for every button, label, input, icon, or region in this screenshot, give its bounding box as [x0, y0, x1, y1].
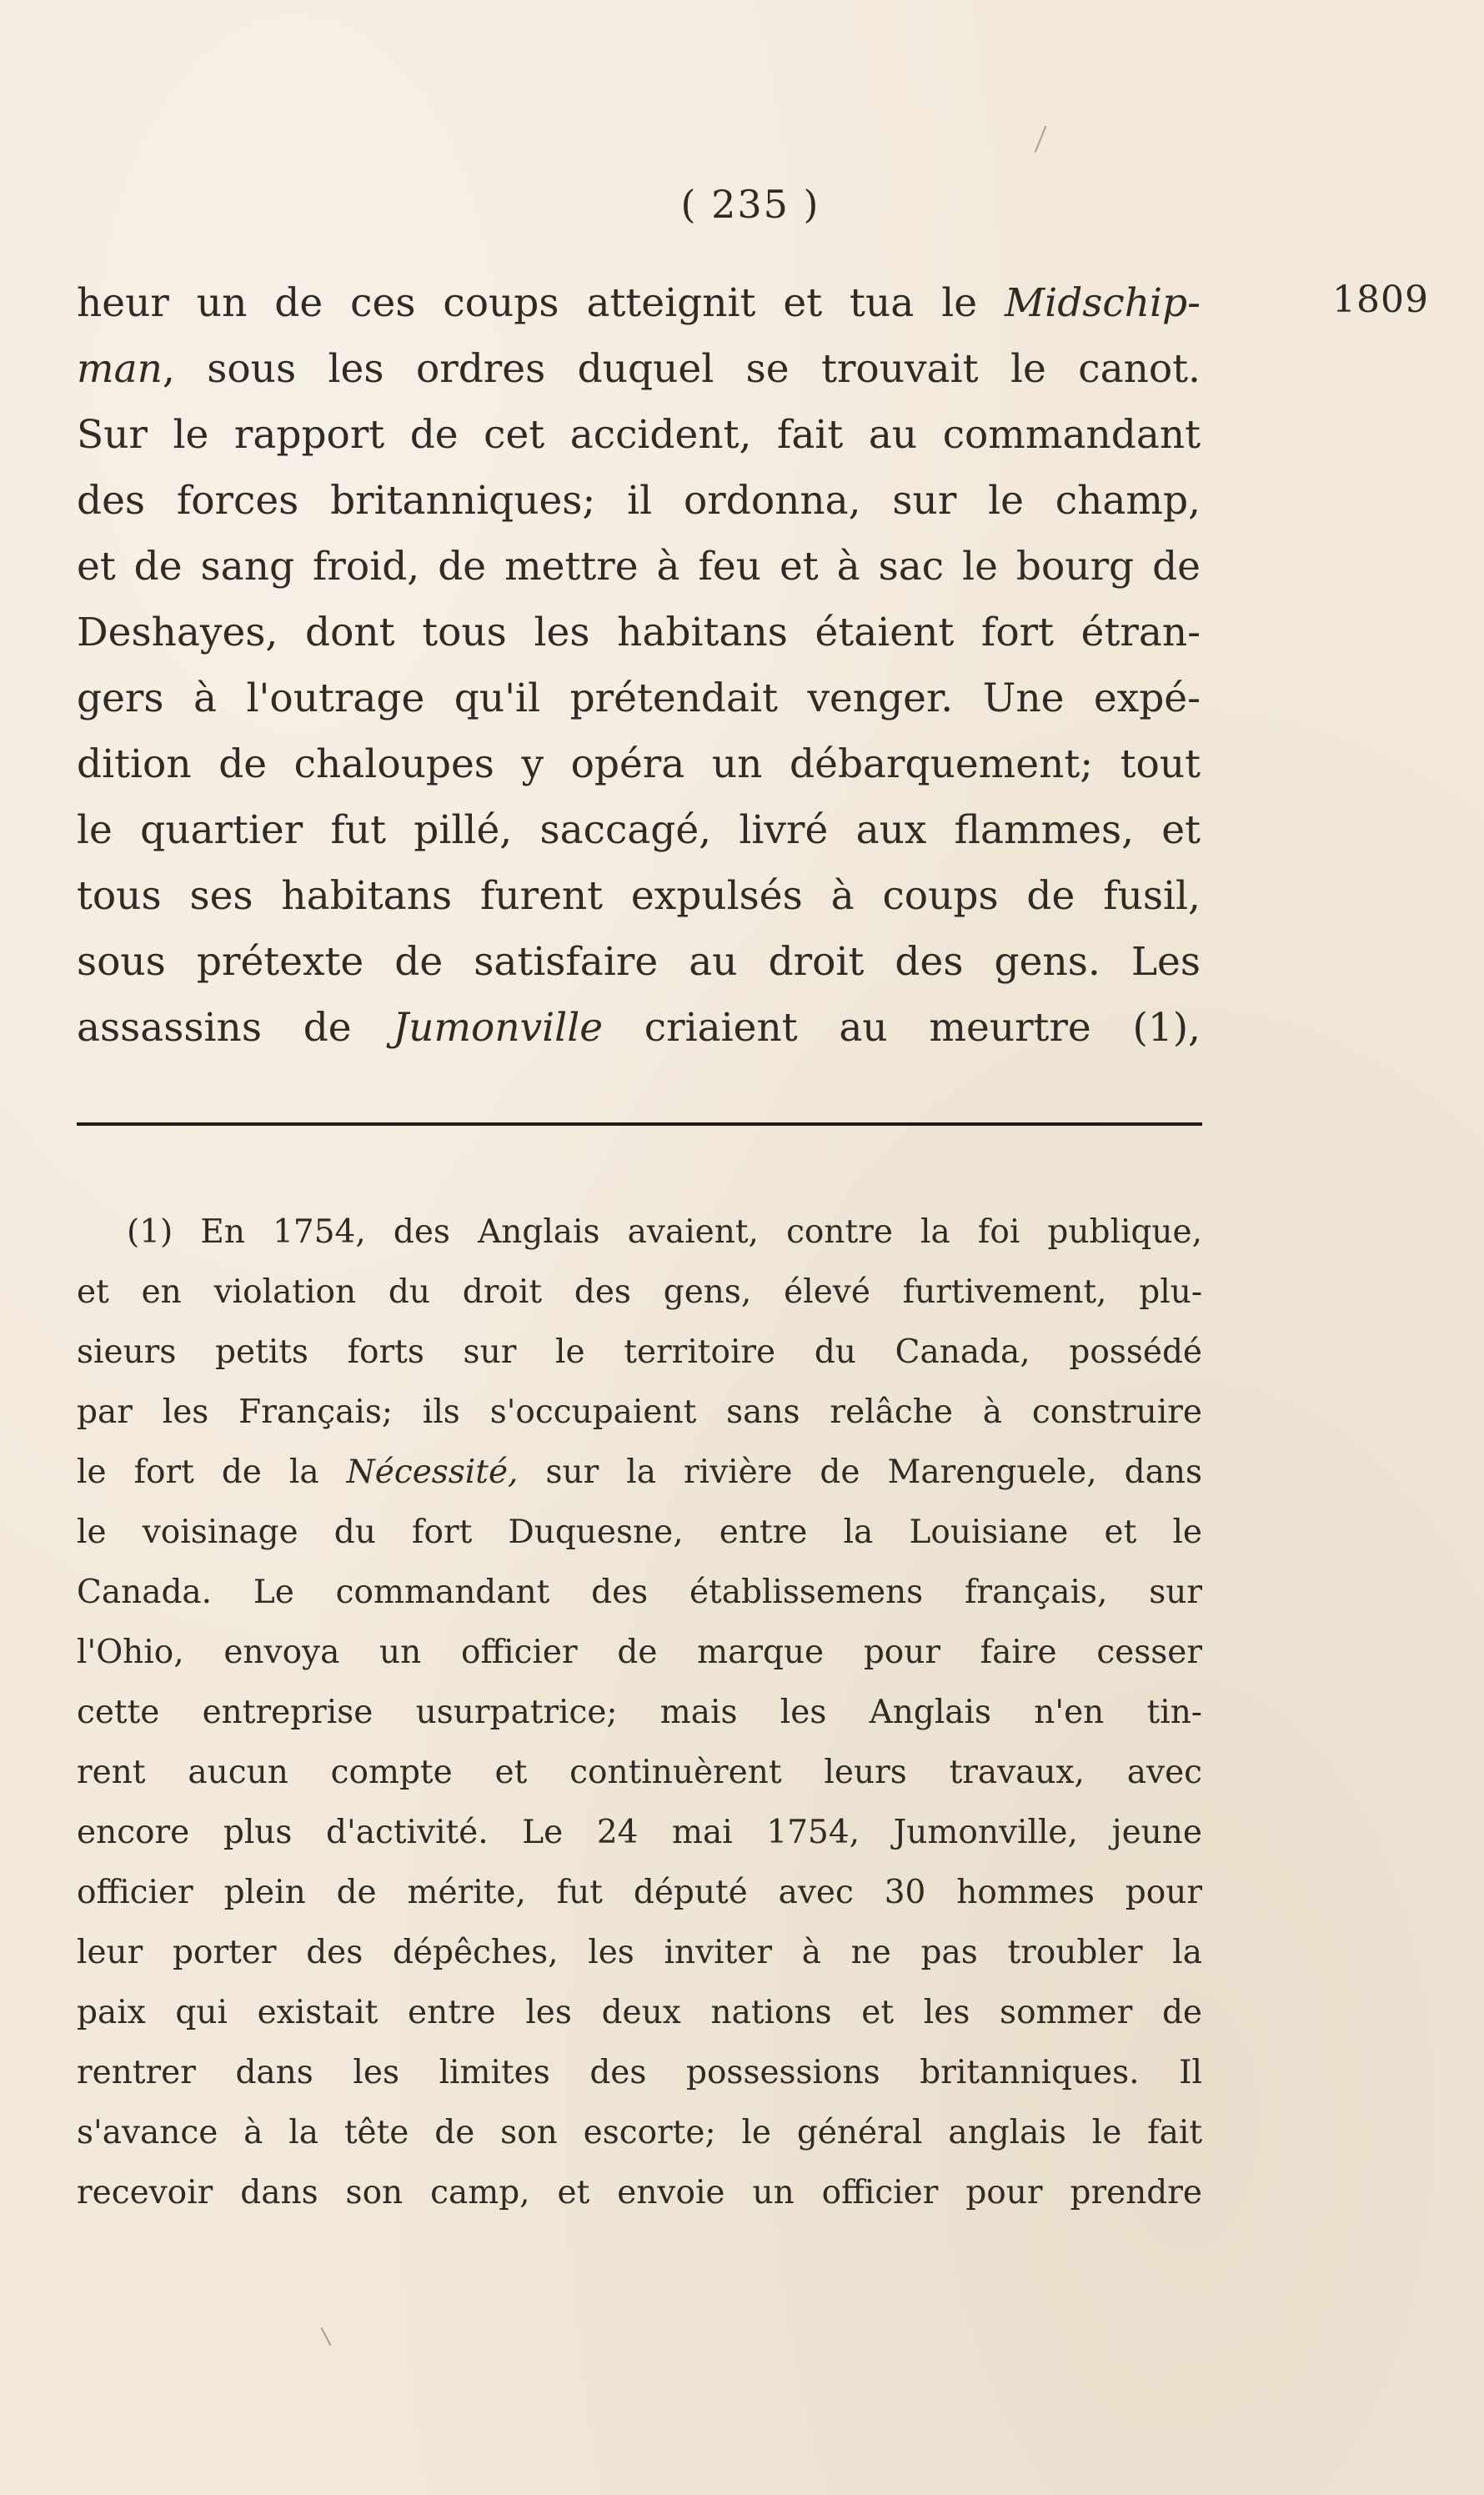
- main-text-line-text: dition de chaloupes y opéra un débarquement; tout: [77, 741, 1201, 787]
- footnote-line-text: cette entreprise usurpatrice; mais les Anglais n'en tin-: [77, 1694, 1202, 1731]
- main-text-line: [77, 336, 1201, 402]
- footnote-line: [77, 1503, 1202, 1563]
- footnote-line: [77, 1383, 1202, 1443]
- page-header: [0, 182, 1484, 227]
- footnote-line-text: Canada. Le commandant des établissemens français, sur: [77, 1574, 1202, 1611]
- main-text-line: [77, 797, 1201, 863]
- main-text-italic-text: Jumonville: [393, 1005, 604, 1051]
- main-text-line-text: le quartier fut pillé, saccagé, livré aux flammes, et: [77, 807, 1201, 853]
- footnote-separator-rule: [77, 1122, 1202, 1126]
- footnote-line-text: et en violation du droit des gens, élevé furtivement, plu-: [77, 1273, 1202, 1311]
- footnote-line-text: par les Français; ils s'occupaient sans relâche à construire: [77, 1393, 1202, 1431]
- footnote-line-text: officier plein de mérite, fut député avec 30 hommes pour: [77, 1874, 1202, 1911]
- main-text-line-text: sous prétexte de satisfaire au droit des gens. Les: [77, 939, 1201, 985]
- page-blemish-mark: [320, 2327, 331, 2346]
- footnote-line: [77, 1923, 1202, 1983]
- footnote-line: [77, 1323, 1202, 1383]
- main-text-line: [77, 468, 1201, 534]
- footnote-line-text: paix qui existait entre les deux nations et les sommer de: [77, 1994, 1202, 2031]
- footnote-line-text: le voisinage du fort Duquesne, entre la Louisiane et le: [77, 1514, 1202, 1551]
- footnote-line: [77, 2043, 1202, 2103]
- footnote-line: [77, 1263, 1202, 1323]
- main-text-line-text: Deshayes, dont tous les habitans étaient fort étran-: [77, 610, 1201, 655]
- footnote-line-text: l'Ohio, envoya un officier de marque pour faire cesser: [77, 1634, 1202, 1671]
- main-text-line-text: Sur le rapport de cet accident, fait au commandant: [77, 412, 1201, 458]
- main-text-line: [77, 270, 1201, 336]
- footnote-line-text: sur la rivière de Marenguele, dans: [518, 1453, 1202, 1491]
- footnote-line-text: le fort de la: [77, 1453, 347, 1491]
- main-text-line-text: , sous les ordres duquel se trouvait le canot.: [162, 346, 1201, 392]
- footnote-line: [77, 2103, 1202, 2163]
- footnote-line-text: recevoir dans son camp, et envoie un officier pour prendre: [77, 2174, 1202, 2211]
- footnote-line: [77, 1623, 1202, 1683]
- footnote-line-text: rent aucun compte et continuèrent leurs travaux, avec: [77, 1754, 1202, 1791]
- footnote-italic-text: Nécessité,: [346, 1453, 519, 1491]
- main-text-line: [77, 929, 1201, 995]
- main-text-line-text: assassins de: [77, 1005, 394, 1051]
- footnote-line-text: sieurs petits forts sur le territoire du Canada, possédé: [77, 1333, 1202, 1371]
- main-text-line: [77, 665, 1201, 731]
- main-text-line-text: heur un de ces coups atteignit et tua le: [77, 280, 1005, 326]
- main-text-italic-text: Midschip-: [1005, 280, 1201, 326]
- page-blemish-mark: [1035, 126, 1047, 153]
- footnote-line-text: rentrer dans les limites des possessions britanniques. Il: [77, 2054, 1202, 2091]
- main-text-line: [77, 534, 1201, 600]
- main-text-line-text: et de sang froid, de mettre à feu et à sac le bourg de: [77, 544, 1201, 590]
- footnote-line: [77, 1863, 1202, 1923]
- main-text-line: [77, 402, 1201, 468]
- footnote-line-text: s'avance à la tête de son escorte; le général anglais le fait: [77, 2114, 1202, 2151]
- main-text-line-text: criaient au meurtre (1),: [603, 1005, 1201, 1051]
- footnote-line-text: encore plus d'activité. Le 24 mai 1754, Jumonville, jeune: [77, 1814, 1202, 1851]
- main-text-line-text: des forces britanniques; il ordonna, sur le champ,: [77, 478, 1201, 524]
- main-text-italic-text: man: [77, 346, 163, 392]
- footnote-line: [77, 1202, 1202, 1263]
- footnote-line-text: leur porter des dépêches, les inviter à ne pas troubler la: [77, 1934, 1202, 1971]
- footnote-line: [77, 1803, 1202, 1863]
- main-text: [77, 270, 1201, 1061]
- footnote-line: [77, 1563, 1202, 1623]
- footnote-line: [77, 1743, 1202, 1803]
- page-number: ( 235 ): [680, 182, 820, 227]
- footnote: [77, 1202, 1202, 2223]
- main-text-line: [77, 731, 1201, 797]
- footnote-line: [77, 1683, 1202, 1743]
- margin-year: 1809: [1332, 279, 1429, 321]
- footnote-line: [77, 2163, 1202, 2223]
- main-text-line-text: tous ses habitans furent expulsés à coups de fusil,: [77, 873, 1201, 919]
- main-text-line: [77, 863, 1201, 929]
- footnote-line-text: (1) En 1754, des Anglais avaient, contre la foi publique,: [127, 1213, 1202, 1251]
- main-text-line-text: gers à l'outrage qu'il prétendait venger. Une expé-: [77, 675, 1201, 721]
- footnote-line: [77, 1983, 1202, 2043]
- main-text-line: [77, 995, 1201, 1061]
- footnote-line: [77, 1443, 1202, 1503]
- main-text-line: [77, 600, 1201, 665]
